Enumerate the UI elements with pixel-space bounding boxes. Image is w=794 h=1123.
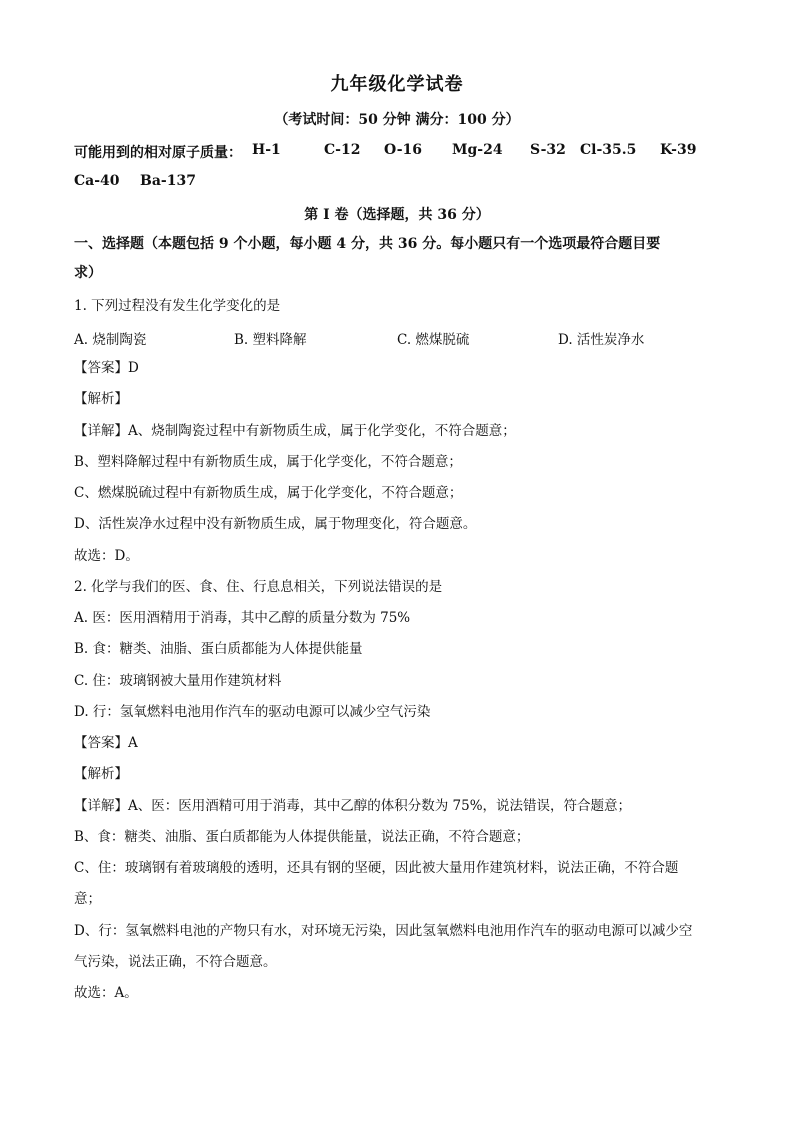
question-1-detail: 【详解】A、烧制陶瓷过程中有新物质生成，属于化学变化，不符合题意； [74, 423, 516, 439]
option-b: B. 塑料降解 [234, 332, 307, 348]
exam-title: 九年级化学试卷 [330, 74, 464, 95]
question-1-conclusion: 故选：D。 [74, 548, 139, 564]
atomic-mass-item: S-32 [530, 142, 566, 158]
exam-subtitle: （考试时间：50 分钟 满分：100 分） [274, 112, 520, 128]
atomic-mass-item: Cl-35.5 [580, 142, 637, 158]
atomic-mass-item: Mg-24 [452, 142, 503, 158]
question-2-detail: 意； [74, 891, 101, 907]
question-1-analysis: 【解析】 [74, 391, 128, 407]
question-2-detail: C、住：玻璃钢有着玻璃般的透明，还具有钢的坚硬，因此被大量用作建筑材料，说法正确，不符合题 [74, 860, 679, 876]
question-2-detail: B、食：糖类、油脂、蛋白质都能为人体提供能量，说法正确，不符合题意； [74, 829, 530, 845]
option-c: C. 住：玻璃钢被大量用作建筑材料 [74, 673, 282, 689]
option-b: B. 食：糖类、油脂、蛋白质都能为人体提供能量 [74, 641, 363, 657]
atomic-mass-item: C-12 [324, 142, 361, 158]
question-2-detail: 【详解】A、医：医用酒精可用于消毒，其中乙醇的体积分数为 75%，说法错误，符合题意； [74, 798, 632, 814]
option-a: A. 烧制陶瓷 [74, 332, 147, 348]
question-2-detail: D、行：氢氧燃料电池的产物只有水，对环境无污染，因此氢氧燃料电池用作汽车的驱动电源可以减少空 [74, 923, 693, 939]
section-title: 第 I 卷（选择题，共 36 分） [304, 207, 490, 223]
question-2-analysis: 【解析】 [74, 766, 128, 782]
atomic-mass-item: H-1 [252, 142, 281, 158]
atomic-mass-item: K-39 [660, 142, 697, 158]
atomic-mass-item: O-16 [384, 142, 423, 158]
question-1-stem: 1. 下列过程没有发生化学变化的是 [74, 298, 281, 314]
question-2-detail: 气污染，说法正确，不符合题意。 [74, 954, 277, 970]
question-1-answer: 【答案】D [74, 360, 139, 376]
atomic-mass-item: Ba-137 [140, 173, 196, 189]
section-instruction: 一、选择题（本题包括 9 个小题，每小题 4 分，共 36 分。每小题只有一个选项最符合题目要 [74, 236, 661, 252]
atomic-mass-label: 可能用到的相对原子质量： [74, 145, 242, 161]
question-2-answer: 【答案】A [74, 735, 138, 751]
question-1-detail: D、活性炭净水过程中没有新物质生成，属于物理变化，符合题意。 [74, 516, 477, 532]
atomic-mass-row-2 [0, 173, 794, 193]
section-instruction-cont: 求） [74, 265, 102, 281]
option-d: D. 行：氢氧燃料电池用作汽车的驱动电源可以减少空气污染 [74, 704, 431, 720]
option-a: A. 医：医用酒精用于消毒，其中乙醇的质量分数为 75% [74, 610, 411, 626]
question-2-conclusion: 故选：A。 [74, 985, 138, 1001]
atomic-mass-row [0, 142, 794, 162]
atomic-mass-item: Ca-40 [74, 173, 120, 189]
question-1-detail: B、塑料降解过程中有新物质生成，属于化学变化，不符合题意； [74, 454, 462, 470]
question-1-detail: C、燃煤脱硫过程中有新物质生成，属于化学变化，不符合题意； [74, 485, 463, 501]
question-1-options [0, 328, 794, 348]
option-c: C. 燃煤脱硫 [397, 332, 470, 348]
option-d: D. 活性炭净水 [558, 332, 645, 348]
question-2-stem: 2. 化学与我们的医、食、住、行息息相关，下列说法错误的是 [74, 579, 443, 595]
